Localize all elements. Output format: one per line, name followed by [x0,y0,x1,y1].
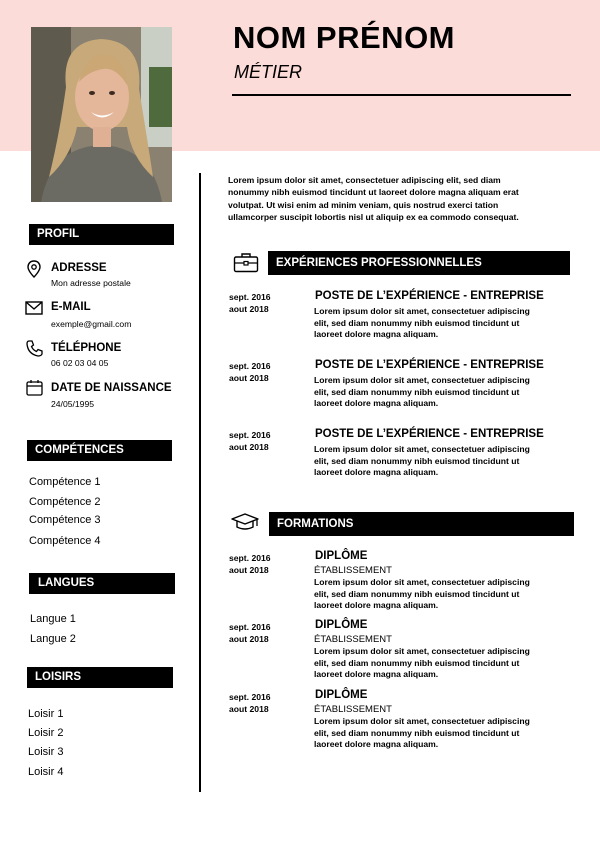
profil-heading: PROFIL [29,224,174,245]
experience-title: POSTE DE L’EXPÉRIENCE - ENTREPRISE [315,359,544,371]
candidate-name: NOM PRÉNOM [233,20,455,55]
formation-date-start: sept. 2016 [229,622,271,632]
experience-title: POSTE DE L’EXPÉRIENCE - ENTREPRISE [315,428,544,440]
experiences-heading: EXPÉRIENCES PROFESSIONNELLES [268,251,570,275]
location-pin-icon [26,260,42,283]
experience-date-end: aout 2018 [229,442,269,452]
mail-icon [25,301,43,320]
experience-date-end: aout 2018 [229,304,269,314]
formation-description: Lorem ipsum dolor sit amet, consectetuer adipiscing elit, sed diam nonummy nibh euismod tincidunt ut laoreet dolore magna aliquam. [314,646,530,680]
formation-date-end: aout 2018 [229,704,269,714]
header-divider [232,94,571,96]
address-value: Mon adresse postale [51,278,131,288]
profile-photo [31,27,172,202]
experience-date-start: sept. 2016 [229,292,271,302]
formation-date-start: sept. 2016 [229,553,271,563]
graduation-cap-icon [230,513,260,538]
loisir-item: Loisir 1 [28,708,64,720]
formation-date-end: aout 2018 [229,565,269,575]
briefcase-icon [233,252,259,278]
job-title: MÉTIER [234,62,303,82]
birthdate-value: 24/05/1995 [51,399,95,409]
competences-heading: COMPÉTENCES [27,440,172,461]
langues-heading: LANGUES [29,573,175,594]
formation-school: ÉTABLISSEMENT [314,634,392,645]
formation-title: DIPLÔME [315,550,368,562]
loisirs-heading: LOISIRS [27,667,173,688]
experience-date-start: sept. 2016 [229,361,271,371]
loisir-item: Loisir 4 [28,766,64,778]
formation-title: DIPLÔME [315,619,368,631]
birthdate-title: DATE DE NAISSANCE [51,382,172,394]
phone-value: 06 02 03 04 05 [51,358,109,368]
formation-title: DIPLÔME [315,689,368,701]
formation-school: ÉTABLISSEMENT [314,704,392,715]
experience-description: Lorem ipsum dolor sit amet, consectetuer adipiscing elit, sed diam nonummy nibh euismod tincidunt ut laoreet dolore magna aliquam. [314,306,530,340]
formation-date-start: sept. 2016 [229,692,271,702]
competence-item: Compétence 4 [29,535,101,547]
column-divider [199,173,201,792]
experience-description: Lorem ipsum dolor sit amet, consectetuer adipiscing elit, sed diam nonummy nibh euismod tincidunt ut laoreet dolore magna aliquam. [314,375,530,409]
formations-heading: FORMATIONS [269,512,574,536]
formation-description: Lorem ipsum dolor sit amet, consectetuer adipiscing elit, sed diam nonummy nibh euismod tincidunt ut laoreet dolore magna aliquam. [314,577,530,611]
experience-title: POSTE DE L’EXPÉRIENCE - ENTREPRISE [315,290,544,302]
phone-icon [26,340,43,362]
loisir-item: Loisir 3 [28,746,64,758]
experience-date-start: sept. 2016 [229,430,271,440]
experience-description: Lorem ipsum dolor sit amet, consectetuer adipiscing elit, sed diam nonummy nibh euismod tincidunt ut laoreet dolore magna aliquam. [314,444,530,478]
competence-item: Compétence 1 [29,476,101,488]
phone-title: TÉLÉPHONE [51,342,122,354]
competence-item: Compétence 2 [29,496,101,508]
formation-date-end: aout 2018 [229,634,269,644]
competence-item: Compétence 3 [29,514,101,526]
email-value: exemple@gmail.com [51,319,132,329]
calendar-icon [26,379,43,401]
loisir-item: Loisir 2 [28,727,64,739]
formation-school: ÉTABLISSEMENT [314,565,392,576]
langue-item: Langue 2 [30,633,76,645]
address-title: ADRESSE [51,262,107,274]
formation-description: Lorem ipsum dolor sit amet, consectetuer adipiscing elit, sed diam nonummy nibh euismod tincidunt ut laoreet dolore magna aliquam. [314,716,530,750]
intro-paragraph: Lorem ipsum dolor sit amet, consectetuer adipiscing elit, sed diam nonummy nibh euismod tincidunt ut laoreet dolore magna aliquam erat volutpat. Ut wisi enim ad minim veniam, quis nostrud exerci tation ullamcorper suscipit lobortis nisl ut aliquip ex ea commodo consequat. [228,175,519,222]
experience-date-end: aout 2018 [229,373,269,383]
email-title: E-MAIL [51,301,91,313]
langue-item: Langue 1 [30,613,76,625]
